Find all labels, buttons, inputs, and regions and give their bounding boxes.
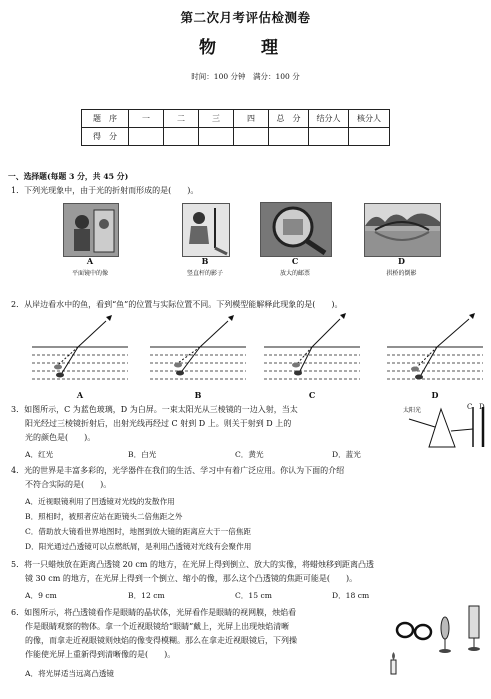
q4-option-d[interactable]: D．阳光通过凸透镜可以点燃纸屑，是利用凸透镜对光线有会聚作用 <box>25 542 252 551</box>
q1-option-letter[interactable]: D <box>398 256 405 266</box>
q1-stem: 1．下列光现象中，由于光的折射而形成的是( )。 <box>11 186 199 195</box>
score-table-header-row <box>82 110 390 128</box>
score-cell: 二 <box>164 110 199 128</box>
eye-icon <box>340 313 346 319</box>
q2-diagram-b <box>148 313 248 388</box>
q2-diagram-a <box>30 313 130 388</box>
score-input-cell[interactable] <box>349 128 390 146</box>
subject-title: 物 理 <box>199 38 292 58</box>
q6-line-2: 作是眼睛观察的物体。拿一个近视眼镜给“眼睛”戴上，光屏上出现烛焰清晰 <box>25 622 290 631</box>
q1-option-letter[interactable]: B <box>201 256 209 266</box>
q6-line-1: 6．如图所示，将凸透镜看作是眼睛的晶状体，光屏看作是眼睛的视网膜，烛焰看 <box>11 608 297 617</box>
bridge-photo-icon <box>365 204 440 256</box>
score-table-score-row <box>82 128 390 146</box>
score-input-cell[interactable] <box>234 128 269 146</box>
q4-option-a[interactable]: A．近视眼镜利用了凹透镜对光线的发散作用 <box>25 497 175 506</box>
q5-line-1: 5．将一只蜡烛放在距离凸透镜 20 cm 的地方，在光屏上得到倒立、放大的实像，将蜡烛移到距离凸透 <box>11 560 374 569</box>
q3-option-b[interactable]: B．白光 <box>128 450 157 459</box>
q3-line-3: 光的颜色是( )。 <box>25 433 96 442</box>
score-cell: 核分人 <box>349 110 390 128</box>
fish-icon <box>294 371 302 376</box>
mirror-photo-icon <box>64 204 118 256</box>
score-input-cell[interactable] <box>199 128 234 146</box>
q1-option-caption: 竖直杆的影子 <box>186 270 223 277</box>
q4-line-1: 4．光的世界是丰富多彩的，光学器件在我们的生活、学习中有着广泛应用。你认为下面的介绍 <box>11 466 345 475</box>
screen-icon <box>469 606 479 638</box>
q2-option-letter[interactable]: D <box>431 390 439 400</box>
q2-option-letter[interactable]: A <box>76 390 84 400</box>
q4-option-b[interactable]: B．照相时，被照者应站在距镜头二倍焦距之外 <box>25 512 183 521</box>
q3-c-label: C <box>467 403 473 411</box>
q6-line-3: 的像，而拿走近视眼镜则烛焰的像变得模糊。那么在拿走近视眼镜后，下列操 <box>25 636 297 645</box>
q1-mirror-photo <box>63 203 119 257</box>
q3-line-2: 阳光经过三棱镜折射后，出射光线再经过 C 射到 D 上。则关于射到 D 上的 <box>25 419 292 428</box>
time-and-score: 时间：100 分钟 满分：100 分 <box>191 72 300 81</box>
glasses-icon <box>397 623 413 637</box>
score-cell: 一 <box>129 110 164 128</box>
q5-option-a[interactable]: A．9 cm <box>25 591 57 600</box>
q1-shadow-photo <box>182 203 230 257</box>
score-cell: 题 序 <box>82 110 129 128</box>
score-cell: 结分人 <box>309 110 349 128</box>
q3-option-a[interactable]: A．红光 <box>25 450 54 459</box>
q5-option-c[interactable]: C．15 cm <box>235 591 272 600</box>
q6-eye-model-figure <box>385 600 485 680</box>
score-input-cell[interactable] <box>309 128 349 146</box>
q5-option-d[interactable]: D．18 cm <box>332 591 370 600</box>
q6-line-4: 作能使光屏上重新得到清晰像的是( )。 <box>25 650 176 659</box>
q2-diagram-d <box>385 313 485 388</box>
q1-option-caption: 拱桥的倒影 <box>386 270 417 277</box>
q1-option-caption: 放大的邮票 <box>279 270 310 277</box>
q3-option-d[interactable]: D．蓝光 <box>332 450 361 459</box>
fish-icon <box>176 371 184 376</box>
q1-option-letter[interactable]: A <box>86 256 94 266</box>
score-input-cell[interactable] <box>164 128 199 146</box>
q1-option-letter[interactable]: C <box>291 256 299 266</box>
q4-option-c[interactable]: C．借助放大镜看世界地图时，地图到放大镜的距离应大于一倍焦距 <box>25 527 252 536</box>
fish-icon <box>415 375 423 380</box>
shadow-photo-icon <box>183 204 229 256</box>
fish-icon <box>56 373 64 378</box>
score-input-cell[interactable] <box>269 128 309 146</box>
q3-sun-label: 太阳光 <box>403 407 422 414</box>
magnifier-icon <box>261 203 331 256</box>
q1-option-caption: 平面镜中的像 <box>71 270 108 277</box>
candle-icon <box>391 660 396 674</box>
q6-option-a[interactable]: A．将光屏适当远离凸透镜 <box>25 669 115 678</box>
eye-icon <box>106 315 112 321</box>
score-input-cell[interactable] <box>129 128 164 146</box>
q2-diagram-c <box>262 313 362 388</box>
q1-bridge-photo <box>364 203 441 257</box>
q3-line-1: 3．如图所示，C 为蓝色玻璃，D 为白屏。一束太阳光从三棱镜的一边入射，当太 <box>11 405 298 414</box>
lens-icon <box>441 617 449 639</box>
eye-icon <box>469 313 475 319</box>
q2-option-letter[interactable]: B <box>194 390 202 400</box>
score-table <box>81 109 390 146</box>
q4-line-2: 不符合实际的是( )。 <box>25 480 112 489</box>
score-cell: 三 <box>199 110 234 128</box>
score-row-label: 得 分 <box>82 128 129 146</box>
score-cell: 总 分 <box>269 110 309 128</box>
section-heading: 一、选择题(每题 3 分，共 45 分) <box>8 172 129 181</box>
q5-option-b[interactable]: B．12 cm <box>128 591 165 600</box>
q2-stem: 2．从岸边看水中的鱼，看到“鱼”的位置与实际位置不同。下列模型能解释此现象的是( )。 <box>11 300 343 309</box>
q3-prism-figure <box>403 405 487 450</box>
q2-option-letter[interactable]: C <box>308 390 316 400</box>
q3-option-c[interactable]: C．黄光 <box>235 450 264 459</box>
q1-stamp-photo <box>260 202 332 257</box>
exam-title: 第二次月考评估检测卷 <box>180 10 311 25</box>
q5-line-2: 镜 30 cm 的地方，在光屏上得到一个倒立、缩小的像，那么这个凸透镜的焦距可能是( )。 <box>25 574 358 583</box>
eye-icon <box>228 315 234 321</box>
score-cell: 四 <box>234 110 269 128</box>
q3-d-label: D <box>479 403 485 411</box>
